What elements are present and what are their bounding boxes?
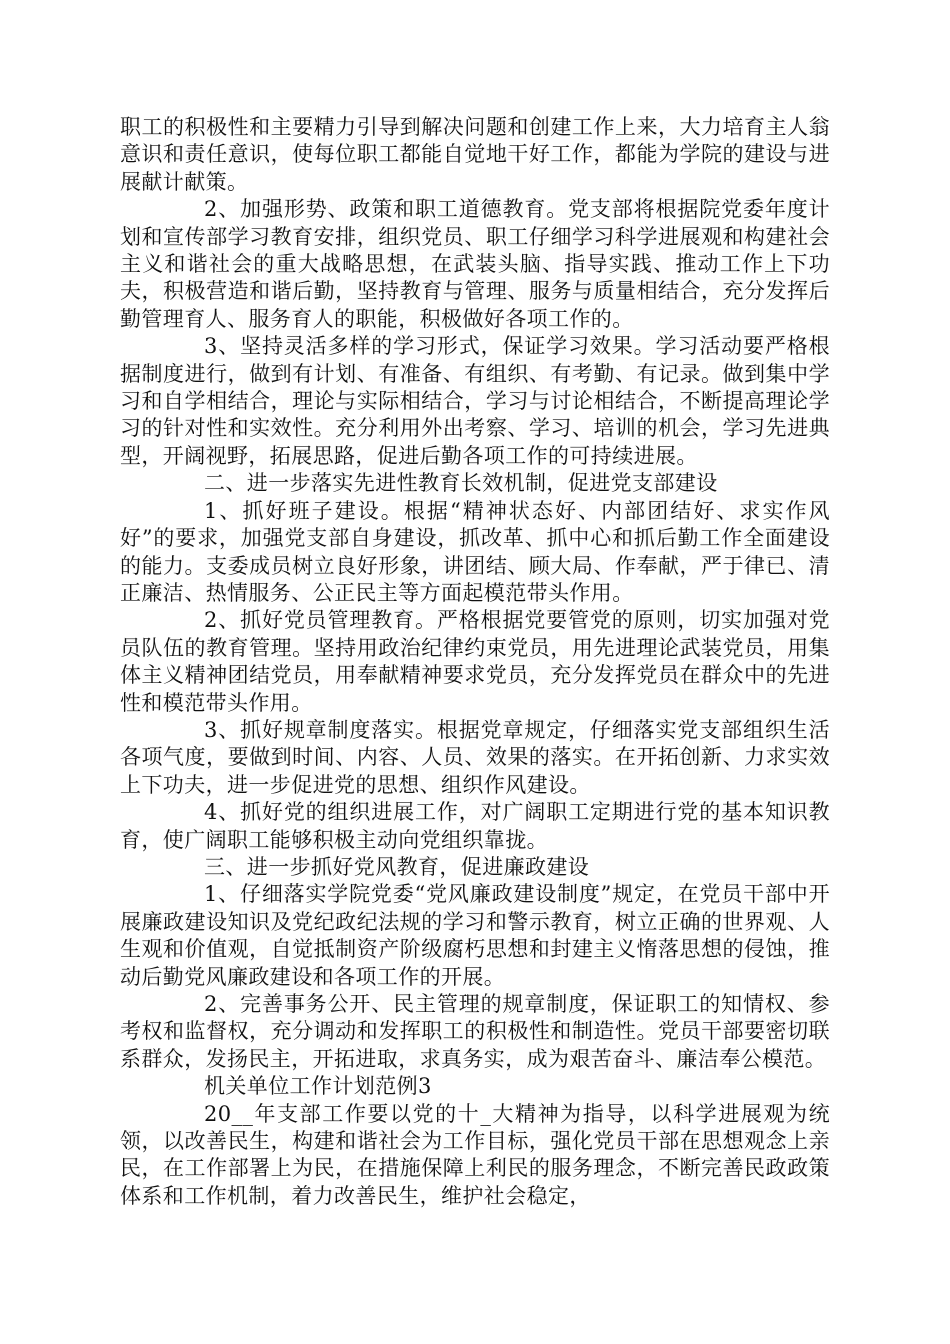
paragraph: 3、坚持灵活多样的学习形式，保证学习效果。学习活动要严格根据制度进行，做到有计划、有准备、有组织、有考勤、有记录。做到集中学习和自学相结合，理论与实际相结合，学习与讨论相结合，不断提高理论学习的针对性和实效性。充分利用外出考察、学习、培训的机会，学习先进典型，开阔视野，拓展思路，促进后勤各项工作的可持续进展。 (120, 334, 830, 468)
paragraph: 4、抓好党的组织进展工作，对广阔职工定期进行党的基本知识教育，使广阔职工能够积极主动向党组织靠拢。 (120, 800, 830, 852)
paragraph: 2、抓好党员管理教育。严格根据党要管党的原则，切实加强对党员队伍的教育管理。坚持用政治纪律约束党员，用先进理论武装党员，用集体主义精神团结党员，用奉献精神要求党员，充分发挥党员在群众中的先进性和模范带头作用。 (120, 608, 830, 715)
paragraph: 职工的积极性和主要精力引导到解决问题和创建工作上来，大力培育主人翁意识和责任意识，使每位职工都能自觉地干好工作，都能为学院的建设与进展献计献策。 (120, 115, 830, 194)
section-heading: 二、进一步落实先进性教育长效机制，促进党支部建设 (204, 471, 718, 496)
section-heading: 三、进一步抓好党风教育，促进廉政建设 (204, 854, 590, 879)
paragraph: 2、加强形势、政策和职工道德教育。党支部将根据院党委年度计划和宣传部学习教育安排，组织党员、职工仔细学习科学进展观和构建社会主义和谐社会的重大战略思想，在武装头脑、指导实践、推动工作上下功夫，积极营造和谐后勤，坚持教育与管理、服务与质量相结合，充分发挥后勤管理育人、服务育人的职能，积极做好各项工作的。 (120, 197, 830, 331)
paragraph: 1、仔细落实学院党委“党风廉政建设制度”规定，在党员干部中开展廉政建设知识及党纪政纪法规的学习和警示教育，树立正确的世界观、人生观和价值观，自觉抵制资产阶级腐朽思想和封建主义惰落思想的侵蚀，推动后勤党风廉政建设和各项工作的开展。 (120, 882, 830, 989)
paragraph: 1、抓好班子建设。根据“精神状态好、内部团结好、求实作风好”的要求，加强党支部自身建设，抓改革、抓中心和抓后勤工作全面建设的能力。支委成员树立良好形象，讲团结、顾大局、作奉献，严于律已、清正廉洁、热情服务、公正民主等方面起模范带头作用。 (120, 498, 830, 605)
paragraph: 2、完善事务公开、民主管理的规章制度，保证职工的知情权、参考权和监督权，充分调动和发挥职工的积极性和制造性。党员干部要密切联系群众，发扬民主，开拓进取，求真务实，成为艰苦奋斗、廉洁奉公模范。 (120, 992, 830, 1071)
document-body (120, 114, 830, 1210)
document-title: 机关单位工作计划范例3 (204, 1074, 432, 1099)
paragraph: 3、抓好规章制度落实。根据党章规定，仔细落实党支部组织生活各项气度，要做到时间、内容、人员、效果的落实。在开拓创新、力求实效上下功夫，进一步促进党的思想、组织作风建设。 (120, 717, 830, 797)
paragraph: 20__年支部工作要以党的十_大精神为指导，以科学进展观为统领，以改善民生，构建和谐社会为工作目标，强化党员干部在思想观念上亲民，在工作部署上为民，在措施保障上利民的服务理念，不断完善民政政策体系和工作机制，着力改善民生，维护社会稳定， (120, 1101, 830, 1208)
